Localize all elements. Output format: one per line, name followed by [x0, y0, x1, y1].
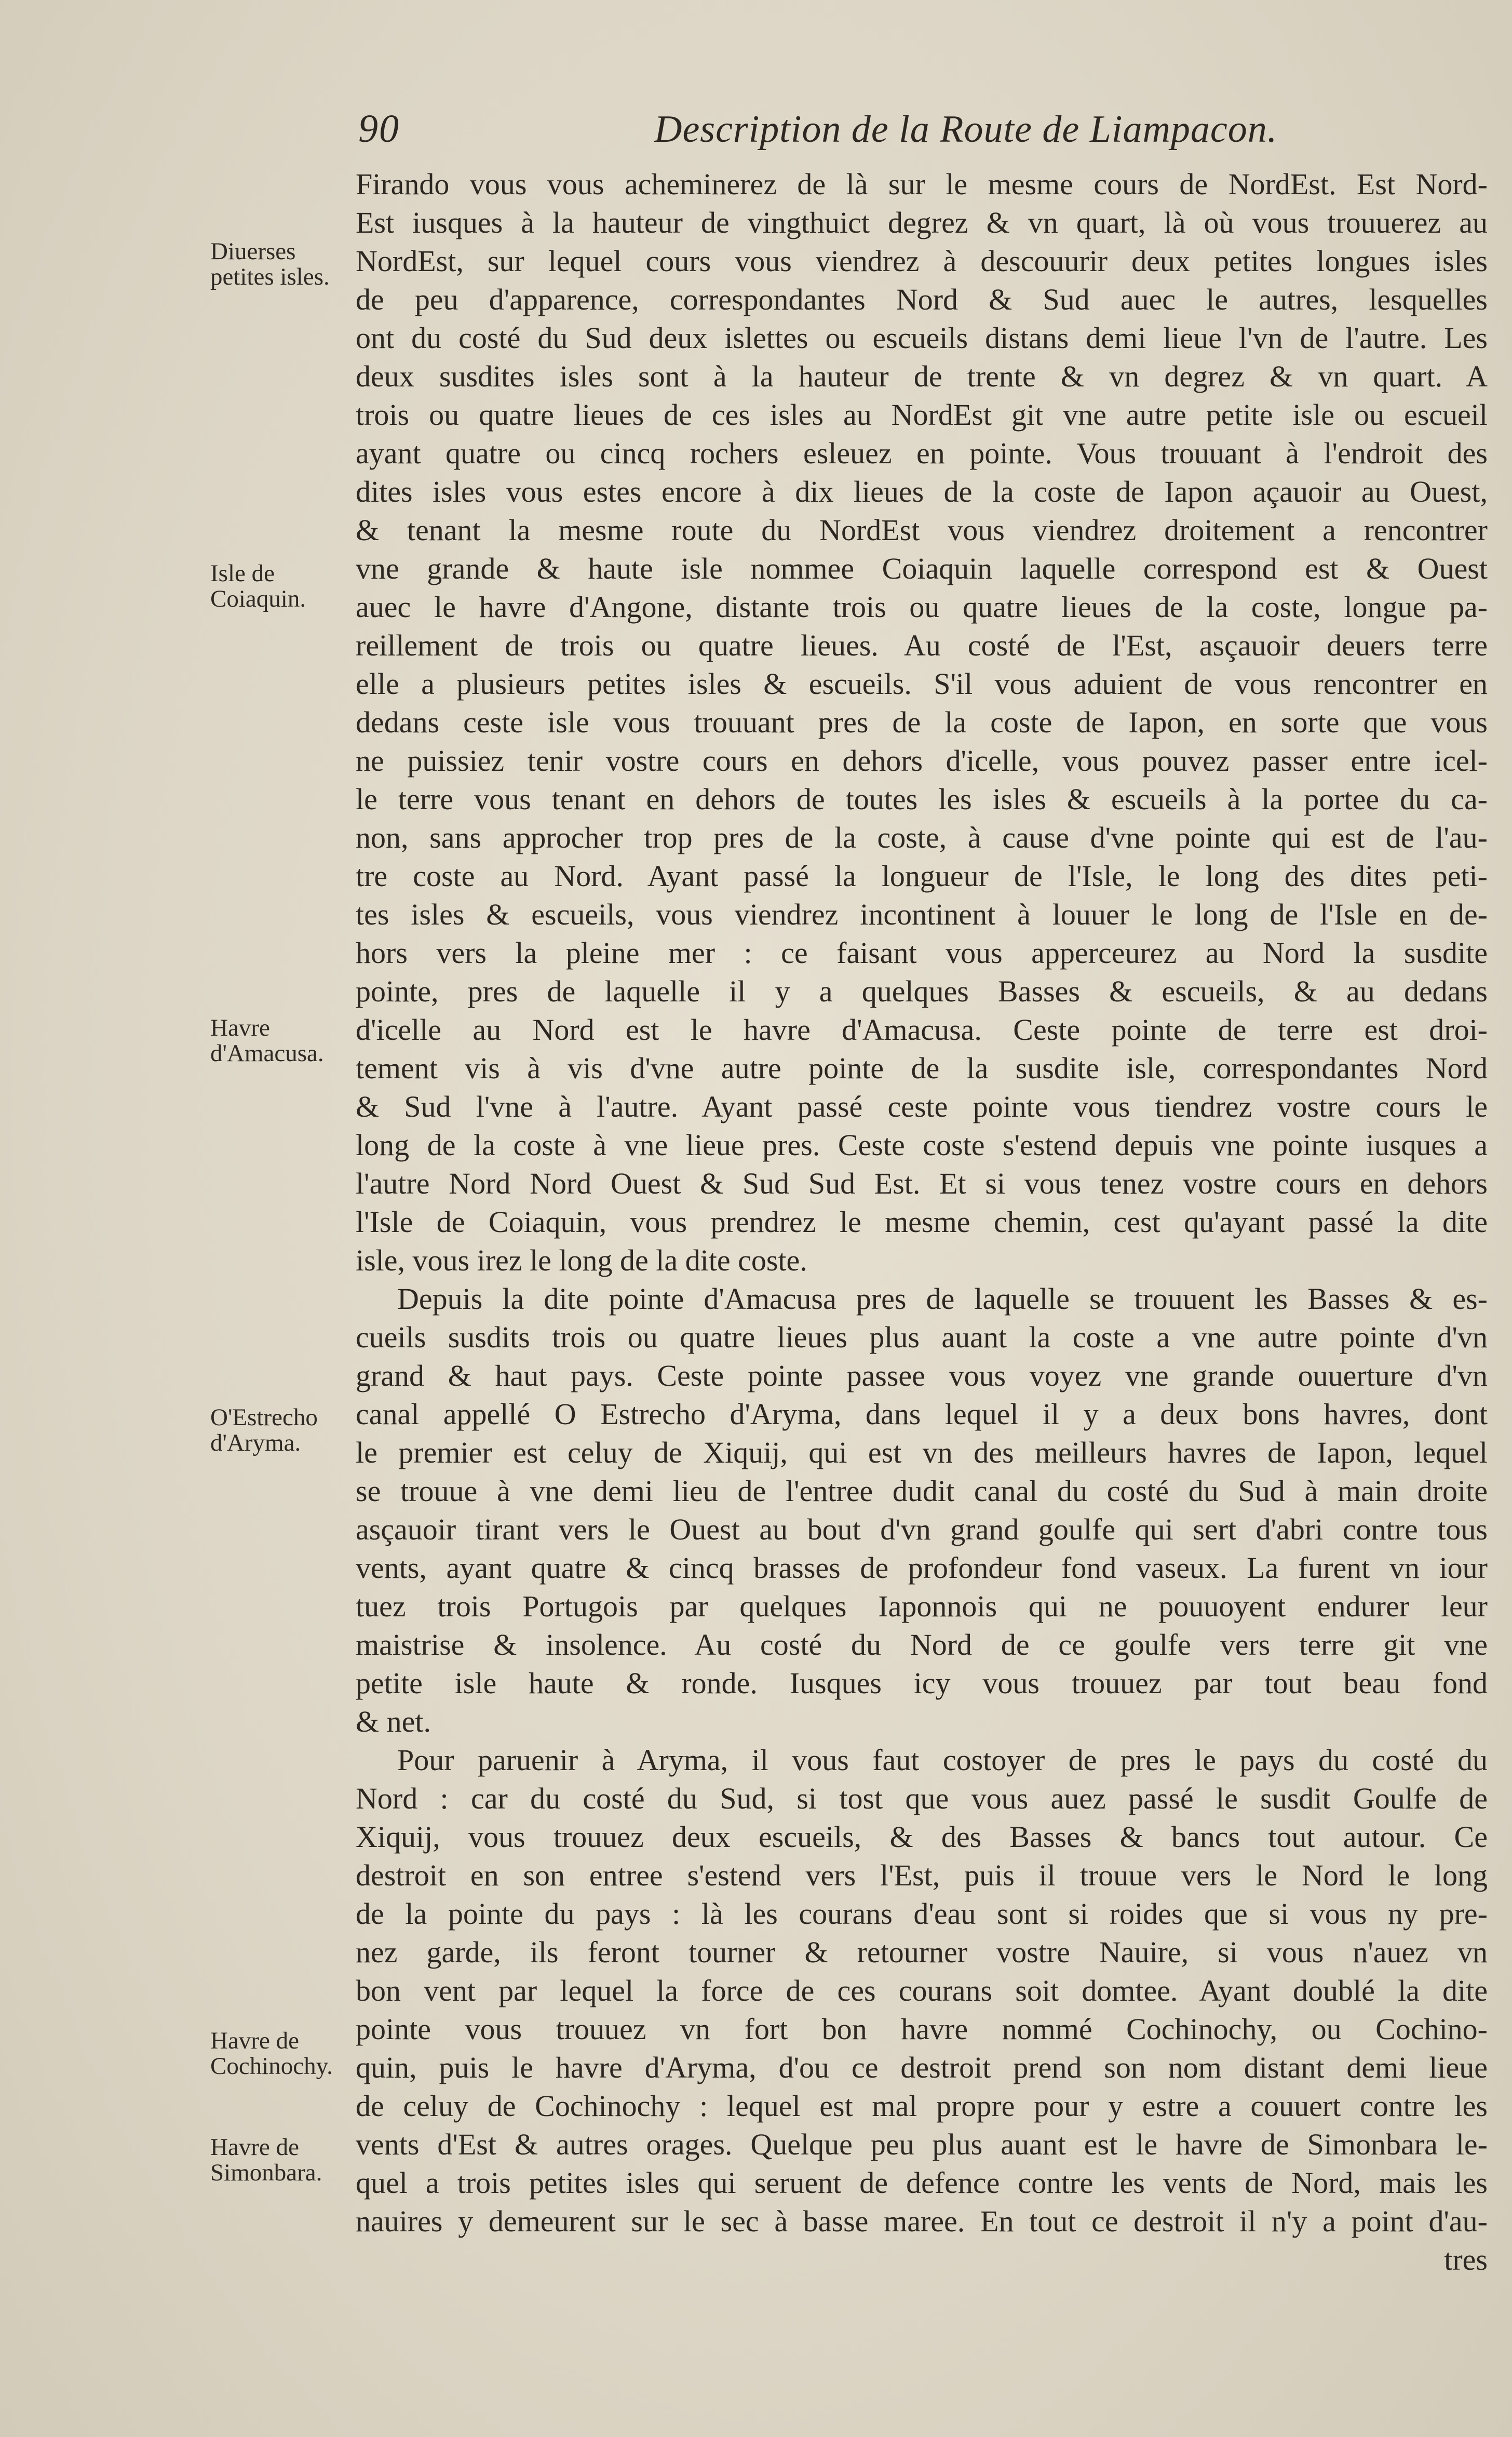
text-line: bon vent par lequel la force de ces courans soit domtee. Ayant doublé la dite	[356, 1974, 1488, 2007]
text-line: tement vis à vis d'vne autre pointe de la susdite isle, correspondantes Nord	[356, 1051, 1488, 1085]
text-line: tuez trois Portugois par quelques Iaponnois qui ne pouuoyent endurer leur	[356, 1589, 1488, 1623]
text-line: vents, ayant quatre & cincq brasses de profondeur fond vaseux. La furent vn iour	[356, 1551, 1488, 1585]
text-line: quel a trois petites isles qui seruent de defence contre les vents de Nord, mais les	[356, 2166, 1488, 2200]
text-line: tes isles & escueils, vous viendrez incontinent à louuer le long de l'Isle en de-	[356, 898, 1488, 931]
margin-note: Havre de Cochinochy.	[210, 2027, 333, 2080]
text-line: NordEst, sur lequel cours vous viendrez à descouurir deux petites longues isles	[356, 244, 1488, 278]
text-line: de celuy de Cochinochy : lequel est mal propre pour y estre a couuert contre les	[356, 2089, 1488, 2123]
text-line: maistrise & insolence. Au costé du Nord de ce goulfe vers terre git vne	[356, 1628, 1488, 1662]
text-line: nauires y demeurent sur le sec à basse maree. En tout ce destroit il n'y a point d'au-	[356, 2204, 1488, 2238]
text-line: le terre vous tenant en dehors de toutes les isles & escueils à la portee du ca-	[356, 782, 1488, 816]
text-line: Pour paruenir à Aryma, il vous faut costoyer de pres le pays du costé du	[397, 1743, 1488, 1777]
text-line: non, sans approcher trop pres de la coste, à cause d'vne pointe qui est de l'au-	[356, 821, 1488, 854]
text-line: & Sud l'vne à l'autre. Ayant passé ceste pointe vous tiendrez vostre cours le	[356, 1090, 1488, 1123]
text-line: reillement de trois ou quatre lieues. Au costé de l'Est, asçauoir deuers terre	[356, 628, 1488, 662]
text-line: pointe, pres de laquelle il y a quelques Basses & escueils, & au dedans	[356, 974, 1488, 1008]
text-line: ont du costé du Sud deux islettes ou escueils distans demi lieue l'vn de l'autre. Les	[356, 321, 1488, 355]
text-line: petite isle haute & ronde. Iusques icy vous trouuez par tout beau fond	[356, 1666, 1488, 1700]
body-text	[356, 165, 1488, 2279]
text-line: pointe vous trouuez vn fort bon havre nommé Cochinochy, ou Cochino-	[356, 2012, 1488, 2046]
page-header	[358, 106, 1490, 156]
text-line: Xiquij, vous trouuez deux escueils, & des Basses & bancs tout autour. Ce	[356, 1820, 1488, 1854]
text-line: isle, vous irez le long de la dite coste.	[356, 1243, 807, 1277]
margin-note: Havre de Simonbara.	[210, 2134, 322, 2186]
text-line: Est iusques à la hauteur de vingthuict degrez & vn quart, là où vous trouuerez au	[356, 206, 1488, 239]
text-line: se trouue à vne demi lieu de l'entree dudit canal du costé du Sud à main droite	[356, 1474, 1488, 1508]
text-line: dites isles vous estes encore à dix lieues de la coste de Iapon açauoir au Ouest,	[356, 475, 1488, 508]
text-line: asçauoir tirant vers le Ouest au bout d'vn grand goulfe qui sert d'abri contre tous	[356, 1512, 1488, 1546]
text-line: d'icelle au Nord est le havre d'Amacusa. Ceste pointe de terre est droi-	[356, 1013, 1488, 1047]
catchword: tres	[1444, 2243, 1488, 2277]
text-line: de la pointe du pays : là les courans d'eau sont si roides que si vous ny pre-	[356, 1897, 1488, 1931]
text-line: l'autre Nord Nord Ouest & Sud Sud Est. Et si vous tenez vostre cours en dehors	[356, 1167, 1488, 1200]
text-line: long de la coste à vne lieue pres. Ceste coste s'estend depuis vne pointe iusques a	[356, 1128, 1488, 1162]
text-line: deux susdites isles sont à la hauteur de trente & vn degrez & vn quart. A	[356, 359, 1488, 393]
text-line: le premier est celuy de Xiquij, qui est vn des meilleurs havres de Iapon, lequel	[356, 1436, 1488, 1469]
text-line: & tenant la mesme route du NordEst vous viendrez droitement a rencontrer	[356, 513, 1488, 547]
text-line: canal appellé O Estrecho d'Aryma, dans lequel il y a deux bons havres, dont	[356, 1397, 1488, 1431]
text-line: Nord : car du costé du Sud, si tost que vous auez passé le susdit Goulfe de	[356, 1782, 1488, 1815]
text-line: trois ou quatre lieues de ces isles au NordEst git vne autre petite isle ou escueil	[356, 398, 1488, 432]
page-number: 90	[358, 107, 400, 151]
text-line: Depuis la dite pointe d'Amacusa pres de laquelle se trouuent les Basses & es-	[397, 1282, 1488, 1316]
text-line: auec le havre d'Angone, distante trois ou quatre lieues de la coste, longue pa-	[356, 590, 1488, 624]
text-line: ayant quatre ou cincq rochers esleuez en pointe. Vous trouuant à l'endroit des	[356, 436, 1488, 470]
margin-note: Isle de Coiaquin.	[210, 560, 306, 612]
text-line: quin, puis le havre d'Aryma, d'ou ce destroit prend son nom distant demi lieue	[356, 2051, 1488, 2084]
text-line: nez garde, ils feront tourner & retourner vostre Nauire, si vous n'auez vn	[356, 1935, 1488, 1969]
text-line: ne puissiez tenir vostre cours en dehors d'icelle, vous pouvez passer entre icel-	[356, 744, 1488, 778]
margin-note: Havre d'Amacusa.	[210, 1014, 324, 1067]
text-line: Firando vous vous acheminerez de là sur le mesme cours de NordEst. Est Nord-	[356, 167, 1488, 201]
text-line: vne grande & haute isle nommee Coiaquin laquelle correspond est & Ouest	[356, 552, 1488, 585]
text-line: grand & haut pays. Ceste pointe passee vous voyez vne grande ouuerture d'vn	[356, 1359, 1488, 1392]
margin-note: O'Estrecho d'Aryma.	[210, 1404, 318, 1456]
text-line: elle a plusieurs petites isles & escueils. S'il vous aduient de vous rencontrer en	[356, 667, 1488, 701]
text-line: vents d'Est & autres orages. Quelque peu plus auant est le havre de Simonbara le-	[356, 2127, 1488, 2161]
text-line: de peu d'apparence, correspondantes Nord & Sud auec le autres, lesquelles	[356, 283, 1488, 316]
text-line: cueils susdits trois ou quatre lieues plus auant la coste a vne autre pointe d'vn	[356, 1320, 1488, 1354]
running-title: Description de la Route de Liampacon.	[654, 108, 1278, 151]
text-line: dedans ceste isle vous trouuant pres de la coste de Iapon, en sorte que vous	[356, 705, 1488, 739]
text-line: l'Isle de Coiaquin, vous prendrez le mesme chemin, cest qu'ayant passé la dite	[356, 1205, 1488, 1239]
margin-note: Diuerses petites isles.	[210, 238, 330, 290]
text-line: & net.	[356, 1705, 431, 1738]
text-line: tre coste au Nord. Ayant passé la longueur de l'Isle, le long des dites peti-	[356, 859, 1488, 893]
text-line: destroit en son entree s'estend vers l'Est, puis il trouue vers le Nord le long	[356, 1858, 1488, 1892]
text-line: hors vers la pleine mer : ce faisant vous apperceurez au Nord la susdite	[356, 936, 1488, 970]
